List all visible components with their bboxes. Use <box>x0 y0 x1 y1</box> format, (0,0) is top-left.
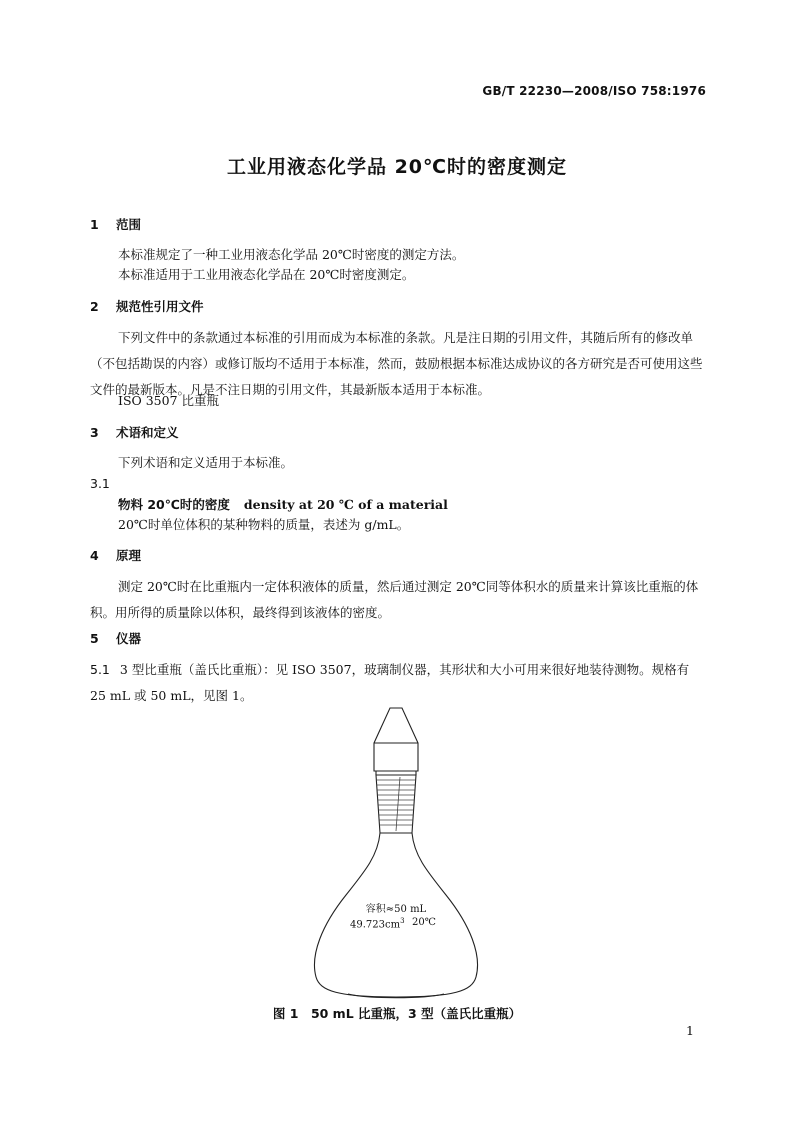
section-heading-apparatus <box>90 630 141 648</box>
volume-value: 49.723cm <box>350 919 401 931</box>
term-definition: 20℃时单位体积的某种物料的质量，表述为 g/mL。 <box>118 517 410 532</box>
term-number: 3.1 <box>90 476 110 491</box>
temperature-label: 20℃ <box>412 917 436 928</box>
standard-number: GB/T 22230—2008/ISO 758:1976 <box>482 84 706 98</box>
term-entry <box>118 496 448 514</box>
section-title: 范围 <box>116 217 142 232</box>
terms-intro: 下列术语和定义适用于本标准。 <box>118 455 294 470</box>
scope-line-2: 本标准适用于工业用液态化学品在 20℃时密度测定。 <box>118 267 415 282</box>
capacity-label: 容积≈50 mL <box>365 904 427 915</box>
section-number: 1 <box>90 217 99 232</box>
term-english: density at 20 ℃ of a material <box>243 497 448 512</box>
section-number: 5 <box>90 631 99 646</box>
section-title: 原理 <box>116 548 142 563</box>
flask-body <box>314 833 477 997</box>
section-heading-scope <box>90 216 141 234</box>
section-number: 4 <box>90 548 99 563</box>
section-heading-terms <box>90 424 179 442</box>
section-title: 术语和定义 <box>116 425 179 440</box>
principle-paragraph: 测定 20℃时在比重瓶内一定体积液体的质量，然后通过测定 20℃同等体积水的质量来计算该比重瓶的体积。用所得的质量除以体积，最终得到该液体的密度。 <box>90 579 699 620</box>
stopper-top <box>374 708 418 771</box>
normative-paragraph: 下列文件中的条款通过本标准的引用而成为本标准的条款。凡是注日期的引用文件，其随后所有的修改单（不包括勘误的内容）或修订版均不适用于本标准，然而，鼓励根据本标准达成协议的各方研究是否可使用这些文件的最新版本。凡是不注日期的引用文件，其最新版本适用于本标准。 <box>90 330 703 397</box>
volume-unit-exponent: 3 <box>400 917 405 925</box>
normative-reference: ISO 3507 比重瓶 <box>118 393 220 408</box>
section-heading-normative <box>90 298 204 316</box>
item-number: 5.1 <box>90 662 110 677</box>
ground-joint-hatching <box>376 777 415 831</box>
figure-caption: 图 1 50 mL 比重瓶，3 型（盖氏比重瓶） <box>272 1006 522 1021</box>
volume-label <box>350 917 405 930</box>
section-title: 仪器 <box>116 631 142 646</box>
pycnometer-drawing <box>308 705 484 1005</box>
term-chinese: 物料 20℃时的密度 <box>118 497 230 512</box>
section-title: 规范性引用文件 <box>116 299 204 314</box>
pycnometer-figure <box>308 705 484 1005</box>
apparatus-text: 3 型比重瓶（盖氏比重瓶）：见 ISO 3507，玻璃制仪器，其形状和大小可用来很好地装待测物。规格有 25 mL 或 50 mL，见图 1。 <box>90 662 690 703</box>
ground-joint <box>376 775 416 833</box>
section-number: 2 <box>90 299 99 314</box>
apparatus-item <box>90 657 706 709</box>
scope-line-1: 本标准规定了一种工业用液态化学品 20℃时密度的测定方法。 <box>118 247 465 262</box>
section-number: 3 <box>90 425 99 440</box>
document-title: 工业用液态化学品 20℃时的密度测定 <box>226 156 568 178</box>
page-number: 1 <box>686 1023 694 1038</box>
section-heading-principle <box>90 547 141 565</box>
